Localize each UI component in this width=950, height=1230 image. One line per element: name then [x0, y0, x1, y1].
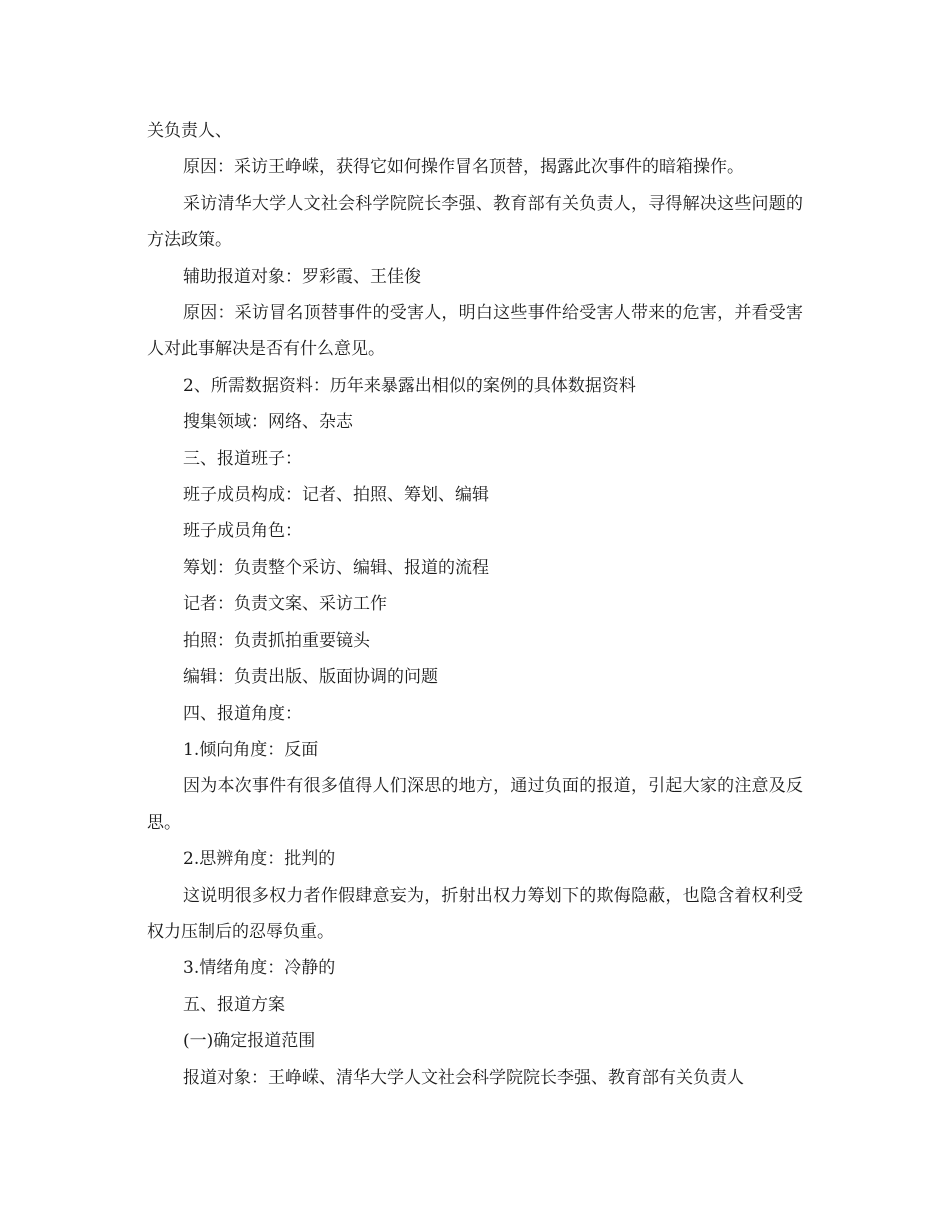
- paragraph: 这说明很多权力者作假肆意妄为，折射出权力筹划下的欺侮隐蔽，也隐含着权利受权力压制后的忍辱负重。: [147, 885, 803, 942]
- section-heading: 三、报道班子：: [183, 448, 302, 469]
- paragraph: 1.倾向角度：反面: [183, 739, 319, 760]
- paragraph: 筹划：负责整个采访、编辑、报道的流程: [183, 557, 489, 578]
- paragraph: 记者：负责文案、采访工作: [183, 594, 387, 615]
- paragraph: 原因：采访冒名顶替事件的受害人，明白这些事件给受害人带来的危害，并看受害人对此事解决是否有什么意见。: [147, 303, 803, 360]
- section-heading: 五、报道方案: [183, 994, 285, 1015]
- paragraph: 因为本次事件有很多值得人们深思的地方，通过负面的报道，引起大家的注意及反思。: [147, 776, 803, 833]
- paragraph: 2.思辨角度：批判的: [183, 849, 336, 870]
- paragraph: 关负责人、: [147, 121, 232, 141]
- section-heading: 四、报道角度：: [183, 703, 302, 724]
- paragraph: 编辑：负责出版、版面协调的问题: [183, 667, 438, 688]
- paragraph: 3.情绪角度：冷静的: [183, 958, 336, 979]
- paragraph: (一)确定报道范围: [183, 1031, 316, 1052]
- paragraph: 班子成员角色：: [183, 521, 302, 542]
- paragraph: 采访清华大学人文社会科学院院长李强、教育部有关负责人，寻得解决这些问题的方法政策。: [147, 193, 803, 251]
- paragraph: 辅助报道对象：罗彩霞、王佳俊: [183, 266, 421, 287]
- paragraph: 报道对象：王峥嵘、清华大学人文社会科学院院长李强、教育部有关负责人: [183, 1067, 744, 1088]
- paragraph: 搜集领域：网络、杂志: [183, 412, 353, 433]
- paragraph: 拍照：负责抓拍重要镜头: [183, 630, 370, 651]
- document-body: [147, 113, 803, 1096]
- paragraph: 2、所需数据资料：历年来暴露出相似的案例的具体数据资料: [183, 375, 636, 396]
- paragraph: 原因：采访王峥嵘，获得它如何操作冒名顶替，揭露此次事件的暗箱操作。: [183, 157, 744, 178]
- paragraph: 班子成员构成：记者、拍照、筹划、编辑: [183, 485, 489, 506]
